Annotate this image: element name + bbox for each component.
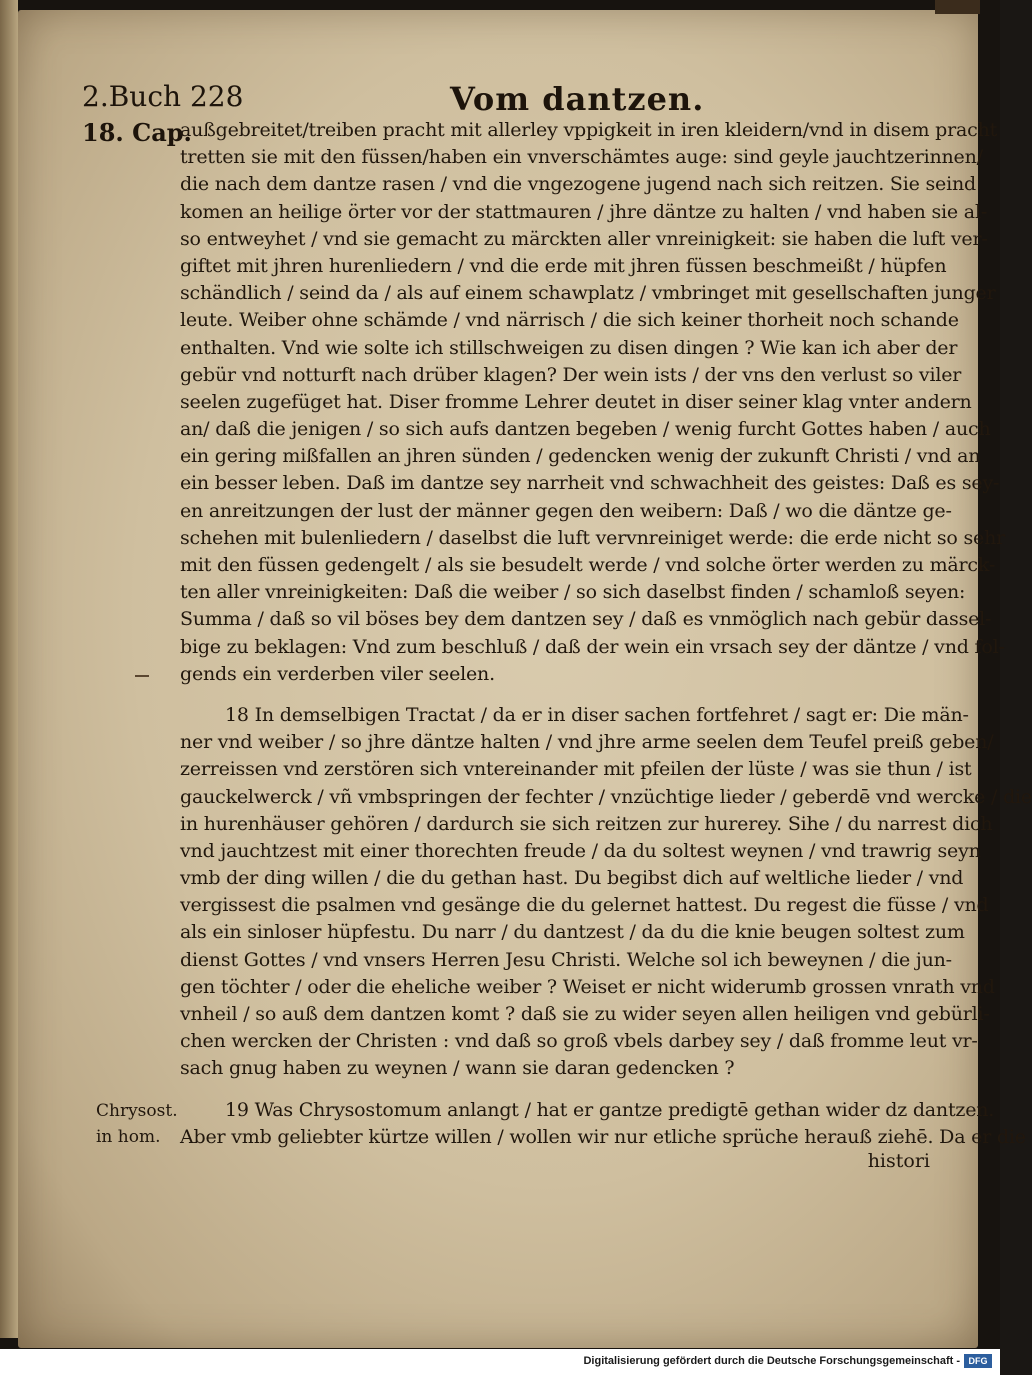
footer-credit-text: Digitalisierung gefördert durch die Deutsche Forschungsgemeinschaft - — [583, 1355, 960, 1367]
running-header-title: Vom dantzen. — [450, 80, 705, 118]
text-line: Summa / daß so vil böses bey dem dantzen sey / daß es vnmöglich nach gebür dassel- — [180, 608, 992, 631]
text-line: gends ein verderben viler seelen. — [180, 662, 495, 685]
text-line: ein besser leben. Daß im dantze sey narrheit vnd schwachheit des geistes: Daß es sey- — [180, 472, 1000, 495]
text-line: Aber vmb geliebter kürtze willen / wollen wir nur etliche sprüche herauß ziehē. Da er die — [180, 1125, 1026, 1148]
text-line: so entweyhet / vnd sie gemacht zu märckten aller vnreinigkeit: sie haben die luft ver- — [180, 227, 988, 250]
text-line: en anreitzungen der lust der männer gegen den weibern: Daß / wo die däntze ge- — [180, 499, 952, 522]
paragraph-3 — [180, 1097, 1026, 1151]
digitization-footer — [0, 1349, 1000, 1375]
text-line: vmb der ding willen / die du gethan hast. Du begibst dich auf weltliche lieder / vnd — [180, 867, 964, 890]
margin-mark — [135, 675, 149, 677]
paragraph-gap — [180, 1083, 930, 1097]
margin-note-line: Chrysost. — [96, 1101, 178, 1121]
text-line: enthalten. Vnd wie solte ich stillschweigen zu disen dingen ? Wie kan ich aber der — [180, 336, 958, 359]
text-line: schändlich / seind da / als auf einem schawplatz / vmbringet mit gesellschaften junger — [180, 282, 996, 305]
text-line: zerreissen vnd zerstören sich vntereinander mit pfeilen der lüste / was sie thun / ist — [180, 758, 972, 781]
text-line: in hurenhäuser gehören / dardurch sie sich reitzen zur hurerey. Sihe / du narrest dich — [180, 812, 993, 835]
dfg-logo-icon: DFG — [964, 1354, 992, 1368]
margin-note-line: in hom. — [96, 1127, 161, 1147]
text-line: ner vnd weiber / so jhre däntze halten / vnd jhre arme seelen dem Teufel preiß geben/ — [180, 731, 994, 754]
margin-note — [96, 1098, 178, 1150]
text-line: 19 Was Chrysostomum anlangt / hat er gantze predigtē gethan wider dz dantzen. — [225, 1098, 995, 1121]
paragraph-gap — [180, 688, 930, 702]
running-header-book: 2.Buch 228 — [82, 80, 244, 113]
text-line: giftet mit jhren hurenliedern / vnd die erde mit jhren füssen beschmeißt / hüpfen — [180, 254, 947, 277]
text-line: komen an heilige örter vor der stattmauren / jhre däntze zu halten / vnd haben sie al- — [180, 200, 988, 223]
chapter-label: 18. Cap. — [82, 118, 192, 147]
paragraph-2 — [180, 702, 1032, 1083]
text-line: vergissest die psalmen vnd gesänge die du gelernet hattest. Du regest die füsse / vnd — [180, 894, 989, 917]
text-line: sach gnug haben zu weynen / wann sie daran gedencken ? — [180, 1057, 735, 1080]
text-line: vnheil / so auß dem dantzen komt ? daß sie zu wider seyen allen heiligen vnd gebürli- — [180, 1003, 990, 1025]
text-line: tretten sie mit den füssen/haben ein vnverschämtes auge: sind geyle jauchtzerinnen/ — [180, 146, 983, 169]
text-line: bige zu beklagen: Vnd zum beschluß / daß der wein ein vrsach sey der däntze / vnd fol- — [180, 635, 1005, 658]
text-line: dienst Gottes / vnd vnsers Herren Jesu Christi. Welche sol ich beweynen / die jun- — [180, 948, 952, 971]
text-line: leute. Weiber ohne schämde / vnd närrisch / die sich keiner thorheit noch schande — [180, 309, 959, 332]
paragraph-1 — [180, 117, 1006, 688]
text-line: mit den füssen gedengelt / als sie besudelt werde / vnd solche örter werden zu märck- — [180, 554, 996, 576]
text-line: chen wercken der Christen : vnd daß so groß vbels darbey sey / daß fromme leut vr- — [180, 1030, 978, 1053]
text-line: seelen zugefüget hat. Diser fromme Lehrer deutet in diser seiner klag vnter andern — [180, 390, 972, 413]
page-tab-marker — [935, 0, 980, 14]
text-line: die nach dem dantze rasen / vnd die vngezogene jugend nach sich reitzen. Sie seind — [180, 173, 976, 196]
text-line: als ein sinloser hüpfestu. Du narr / du dantzest / da du die knie beugen soltest zum — [180, 921, 965, 944]
text-line: ten aller vnreinigkeiten: Daß die weiber / so sich daselbst finden / schamloß seyen: — [180, 581, 966, 604]
body-text — [180, 117, 1032, 1151]
text-line: gebür vnd notturft nach drüber klagen? Der wein ists / der vns den verlust so viler — [180, 363, 962, 386]
catchword: histori — [867, 1150, 930, 1172]
text-line: an/ daß die jenigen / so sich aufs dantzen begeben / wenig furcht Gottes haben / auch — [180, 418, 991, 441]
text-line: 18 In demselbigen Tractat / da er in diser sachen fortfehret / sagt er: Die män- — [225, 703, 969, 726]
text-line: gen töchter / oder die eheliche weiber ? Weiset er nicht widerumb grossen vnrath vnd — [180, 975, 995, 998]
text-line: gauckelwerck / vñ vmbspringen der fechter / vnzüchtige lieder / geberdē vnd wercke / die — [180, 785, 1032, 808]
text-line: außgebreitet/treiben pracht mit allerley vppigkeit in iren kleidern/vnd in disem pracht — [180, 119, 998, 141]
text-line: vnd jauchtzest mit einer thorechten freude / da du soltest weynen / vnd trawrig seyn — [180, 839, 981, 862]
text-line: schehen mit bulenliedern / daselbst die luft vervnreiniget werde: die erde nicht so sehr — [180, 526, 1006, 549]
page-binding-edge — [0, 0, 18, 1338]
text-line: ein gering mißfallen an jhren sünden / gedencken wenig der zukunft Christi / vnd an — [180, 445, 981, 468]
